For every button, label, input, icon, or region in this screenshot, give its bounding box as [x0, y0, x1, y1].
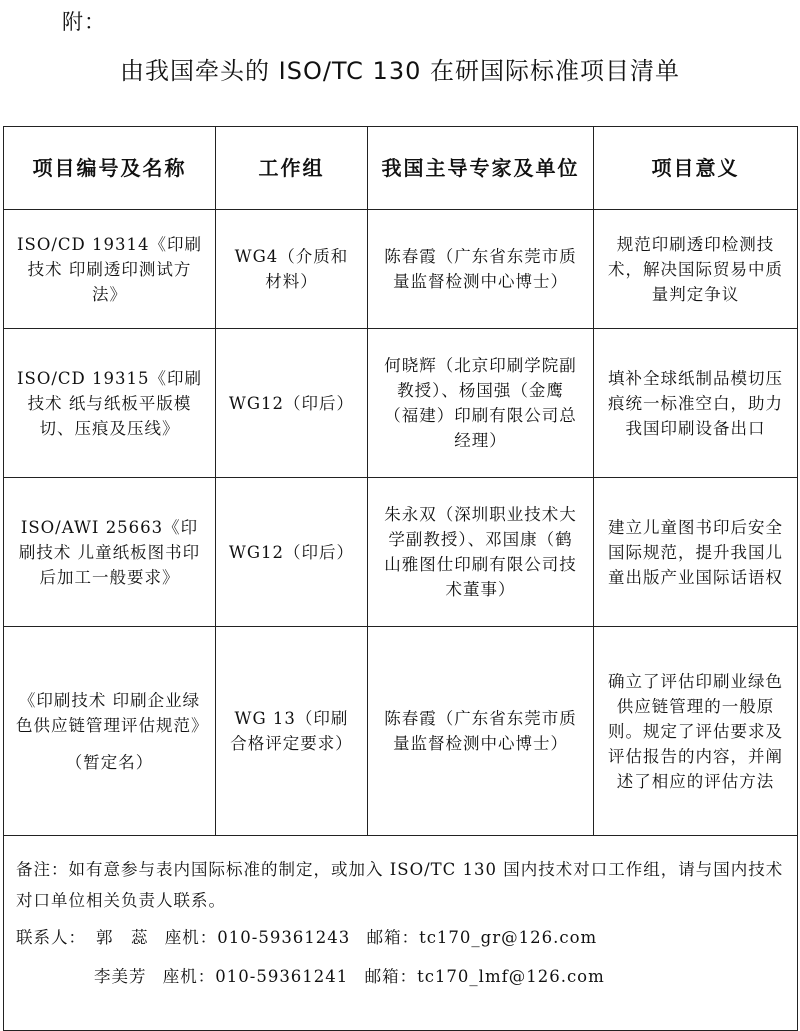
note-cell	[4, 836, 798, 1031]
working-group-cell: WG 13（印刷合格评定要求）	[216, 627, 368, 836]
contact-name: 郭 蕊	[96, 928, 149, 947]
expert-cell: 陈春霞（广东省东莞市质量监督检测中心博士）	[368, 210, 594, 329]
expert-cell: 何晓辉（北京印刷学院副教授）、杨国强（金鹰（福建）印刷有限公司总经理）	[368, 329, 594, 478]
contact-phone: 座机：010-59361243	[164, 928, 351, 947]
provisional-name-note: （暂定名）	[65, 752, 154, 772]
column-header-working-group: 工作组	[216, 127, 368, 210]
column-header-project: 项目编号及名称	[4, 127, 216, 210]
note-row	[4, 836, 798, 1031]
table-row	[4, 329, 798, 478]
project-name: 《印刷技术 印刷企业绿色供应链管理评估规范》	[16, 690, 209, 735]
column-header-significance: 项目意义	[594, 127, 798, 210]
working-group-cell: WG12（印后）	[216, 478, 368, 627]
working-group-cell: WG12（印后）	[216, 329, 368, 478]
table-row	[4, 210, 798, 329]
project-name: ISO/CD 19315《印刷技术 纸与纸板平版模切、压痕及压线》	[17, 368, 202, 438]
project-cell	[4, 627, 216, 836]
contact-line	[16, 922, 787, 953]
project-cell	[4, 329, 216, 478]
table-row	[4, 478, 798, 627]
significance-cell: 确立了评估印刷业绿色供应链管理的一般原则。规定了评估要求及评估报告的内容，并阐述了相应的评估方法	[594, 627, 798, 836]
column-header-expert: 我国主导专家及单位	[368, 127, 594, 210]
contact-email: 邮箱：tc170_gr@126.com	[366, 928, 598, 947]
project-name: ISO/CD 19314《印刷技术 印刷透印测试方法》	[17, 234, 202, 304]
table-header-row	[4, 127, 798, 210]
contact-name: 李美芳	[94, 967, 147, 986]
expert-cell: 朱永双（深圳职业技术大学副教授）、邓国康（鹤山雅图仕印刷有限公司技术董事）	[368, 478, 594, 627]
expert-cell: 陈春霞（广东省东莞市质量监督检测中心博士）	[368, 627, 594, 836]
significance-cell: 规范印刷透印检测技术，解决国际贸易中质量判定争议	[594, 210, 798, 329]
contact-label: 联系人：	[16, 928, 86, 947]
project-cell	[4, 478, 216, 627]
table-row	[4, 627, 798, 836]
significance-cell: 填补全球纸制品模切压痕统一标准空白，助力我国印刷设备出口	[594, 329, 798, 478]
working-group-cell: WG4（介质和材料）	[216, 210, 368, 329]
attachment-label: 附：	[62, 10, 106, 34]
project-name: ISO/AWI 25663《印刷技术 儿童纸板图书印后加工一般要求》	[18, 517, 201, 587]
project-cell	[4, 210, 216, 329]
significance-cell: 建立儿童图书印后安全国际规范，提升我国儿童出版产业国际话语权	[594, 478, 798, 627]
remark-text: 备注：如有意参与表内国际标准的制定，或加入 ISO/TC 130 国内技术对口工作组，请与国内技术对口单位相关负责人联系。	[16, 860, 784, 910]
page-title: 由我国牵头的 ISO/TC 130 在研国际标准项目清单	[120, 57, 680, 85]
contact-email: 邮箱：tc170_lmf@126.com	[364, 967, 605, 986]
contact-phone: 座机：010-59361241	[162, 967, 349, 986]
contact-line	[16, 961, 787, 992]
standards-table	[3, 126, 798, 1031]
